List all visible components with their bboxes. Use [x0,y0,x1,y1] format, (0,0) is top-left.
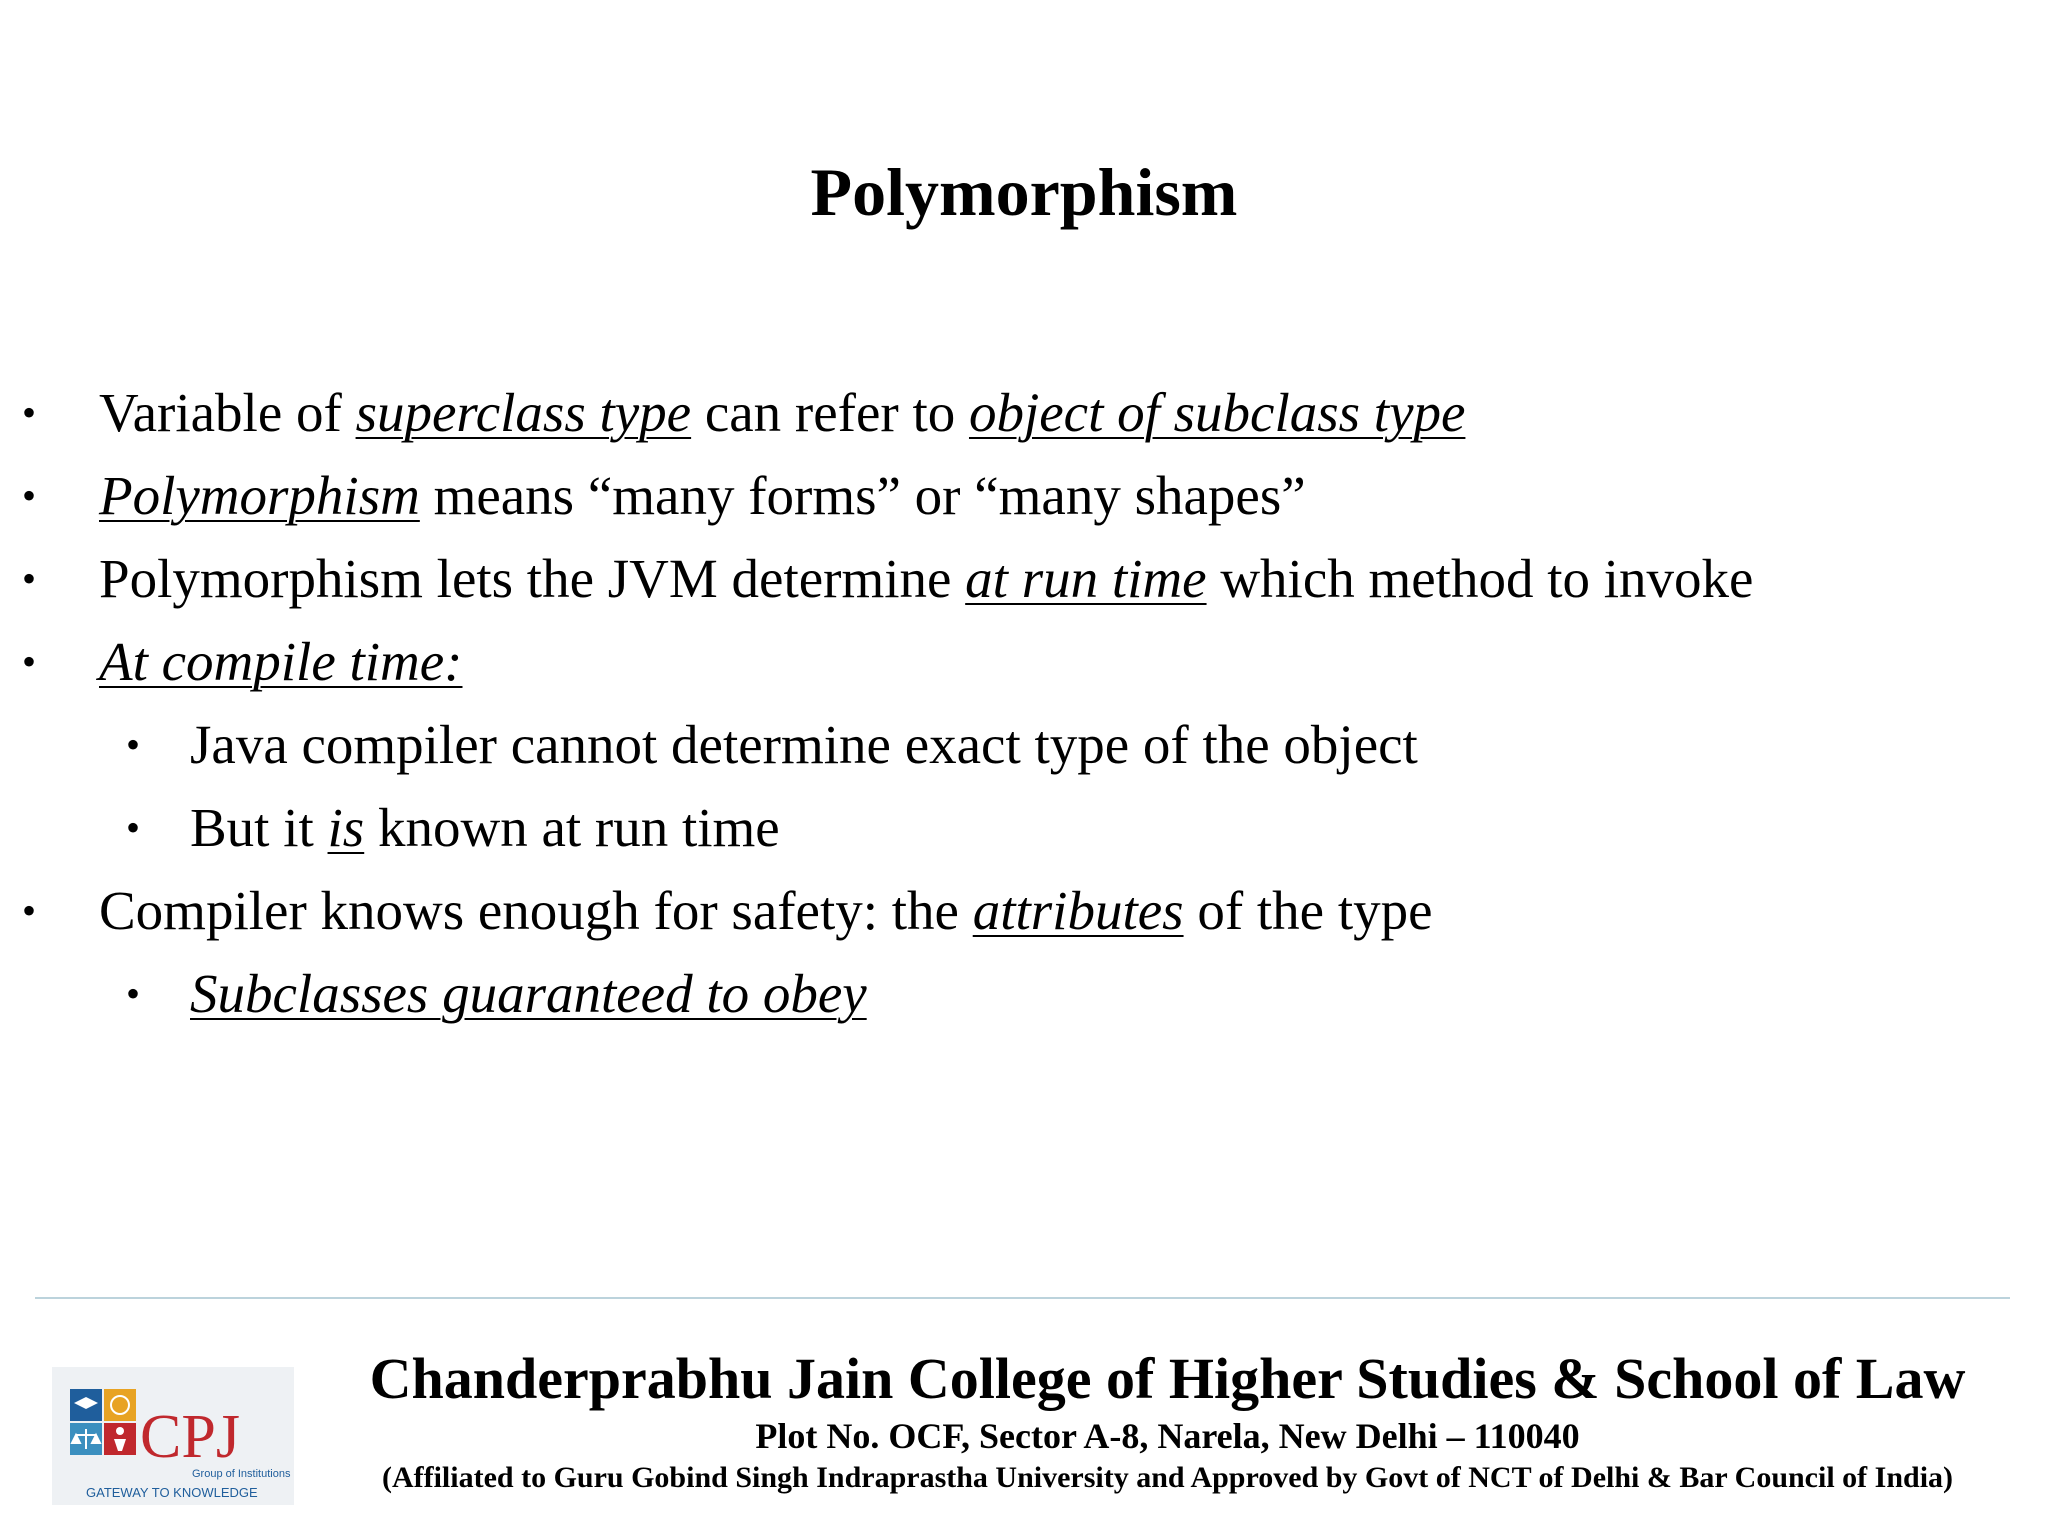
bullet-item [0,537,2048,620]
bullet-text [99,537,1753,620]
sub-bullet-item [0,703,2048,786]
emphasis-run: Subclasses guaranteed to obey [190,963,867,1024]
footer-divider [35,1297,2010,1299]
bullet-dot: • [22,888,37,933]
emphasis-run: superclass type [355,382,692,443]
logo-motto: GATEWAY TO KNOWLEDGE [86,1485,258,1500]
text-run: Compiler knows enough for safety: the [99,880,973,941]
bullet-dot: • [126,722,141,767]
institution-affiliation: (Affiliated to Guru Gobind Singh Indraprastha University and Approved by Govt of NCT of Delhi & Bar Council of India) [381,1461,1954,1494]
slide-title: Polymorphism [810,154,1238,230]
bullet-item [0,620,2048,703]
text-run: Java compiler cannot determine exact type of the object [190,714,1418,775]
emphasis-run: is [327,797,365,858]
bullet-text [99,869,1433,952]
bullet-text [190,952,867,1035]
text-run: which method to invoke [1206,548,1754,609]
bullet-dot: • [126,805,141,850]
institution-address: Plot No. OCF, Sector A-8, Narela, New Delhi – 110040 [755,1416,1580,1456]
bullet-dot: • [22,473,37,518]
bullet-dot: • [22,556,37,601]
sub-bullet-item [0,786,2048,869]
logo-tagline: Group of Institutions [192,1468,291,1480]
bullet-list [0,371,2048,1035]
text-run: But it [190,797,328,858]
bullet-text [190,786,780,869]
bullet-dot: • [22,390,37,435]
text-run: known at run time [364,797,780,858]
bullet-dot: • [126,971,141,1016]
college-logo-graphic [52,1367,294,1505]
text-run: Polymorphism lets the JVM determine [99,548,966,609]
logo-letters: CPJ [140,1403,240,1471]
emphasis-run: attributes [972,880,1184,941]
emphasis-run: object of subclass type [968,382,1466,443]
bullet-item [0,371,2048,454]
person-icon [116,1427,124,1435]
text-run: means “many forms” or “many shapes” [419,465,1306,526]
text-run: can refer to [691,382,969,443]
bullet-text [99,454,1306,537]
text-run: Variable of [99,382,356,443]
college-logo [52,1367,294,1505]
bullet-dot: • [22,639,37,684]
sub-bullet-item [0,952,2048,1035]
bullet-item [0,869,2048,952]
emphasis-run: Polymorphism [99,465,420,526]
institution-name: Chanderprabhu Jain College of Higher Studies & School of Law [369,1346,1966,1411]
text-run: of the type [1183,880,1433,941]
emphasis-run: At compile time: [99,631,463,692]
logo-quadrant-globe [104,1389,136,1421]
emphasis-run: at run time [965,548,1207,609]
bullet-text [190,703,1418,786]
bullet-text [99,620,463,703]
bullet-item [0,454,2048,537]
bullet-text [99,371,1465,454]
